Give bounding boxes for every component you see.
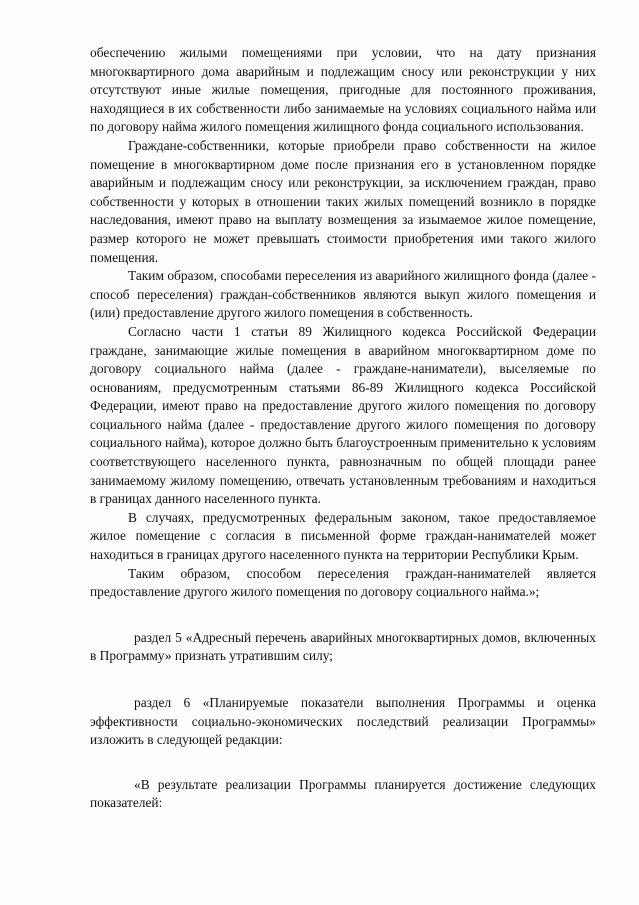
paragraph-1: обеспечению жилыми помещениями при условии, что на дату признания многоквартирного дома аварийным и подлежащим сносу или реконструкции у них отсутствуют иные жилые помещения, пригодные для постоянного проживания, находящиеся в их собственности либо занимаемые на условиях социального найма или по договору найма жилого помещения жилищного фонда социального использования. bbox=[90, 45, 596, 135]
paragraph-4: Согласно части 1 статьи 89 Жилищного кодекса Российской Федерации граждане, занимающие жилые помещения в аварийном многоквартирном доме по договору социального найма (далее - граждане-наниматели), выселяемые по основаниям, предусмотренным статьями 86-89 Жилищного кодекса Российской Федерации, имеют право на предоставление другого жилого помещения по договору социального найма (далее - предоставление другого жилого помещения по договору социального найма), которое должно быть благоустроенным применительно к условиям соответствующего населенного пункта, равнозначным по общей площади ранее занимаемому жилому помещению, отвечать установленным требованиям и находиться в границах данного населенного пункта. bbox=[90, 323, 596, 507]
paragraph-section-5: раздел 5 «Адресный перечень аварийных многоквартирных домов, включенных в Программу» признать утратившим силу; bbox=[90, 629, 596, 664]
paragraph-2: Граждане-собственники, которые приобрели право собственности на жилое помещение в многоквартирном доме после признания его в установленном порядке аварийным и подлежащим сносу или реконструкции, за исключением граждан, право собственности у которых в отношении таких жилых помещений возникло в порядке наследования, имеют право на выплату возмещения за изымаемое жилое помещение, размер которого не может превышать стоимости приобретения ими такого жилого помещения. bbox=[90, 137, 596, 265]
paragraph-section-6: раздел 6 «Планируемые показатели выполнения Программы и оценка эффективности социально-экономических последствий реализации Программы» изложить в следующей редакции: bbox=[90, 695, 596, 748]
paragraph-5: В случаях, предусмотренных федеральным законом, такое предоставляемое жилое помещение с согласия в письменной форме граждан-нанимателей может находиться в границах другого населенного пункта на территории Республики Крым. bbox=[90, 509, 596, 563]
document-body bbox=[90, 44, 596, 813]
paragraph-3: Таким образом, способами переселения из аварийного жилищного фонда (далее - способ переселения) граждан-собственников являются выкуп жилого помещения и (или) предоставление другого жилого помещения в собственность. bbox=[90, 268, 596, 321]
paragraph-6: Таким образом, способом переселения граждан-нанимателей является предоставление другого жилого помещения по договору социального найма.»; bbox=[90, 565, 596, 600]
paragraph-indicators: «В результате реализации Программы планируется достижение следующих показателей: bbox=[90, 776, 596, 811]
